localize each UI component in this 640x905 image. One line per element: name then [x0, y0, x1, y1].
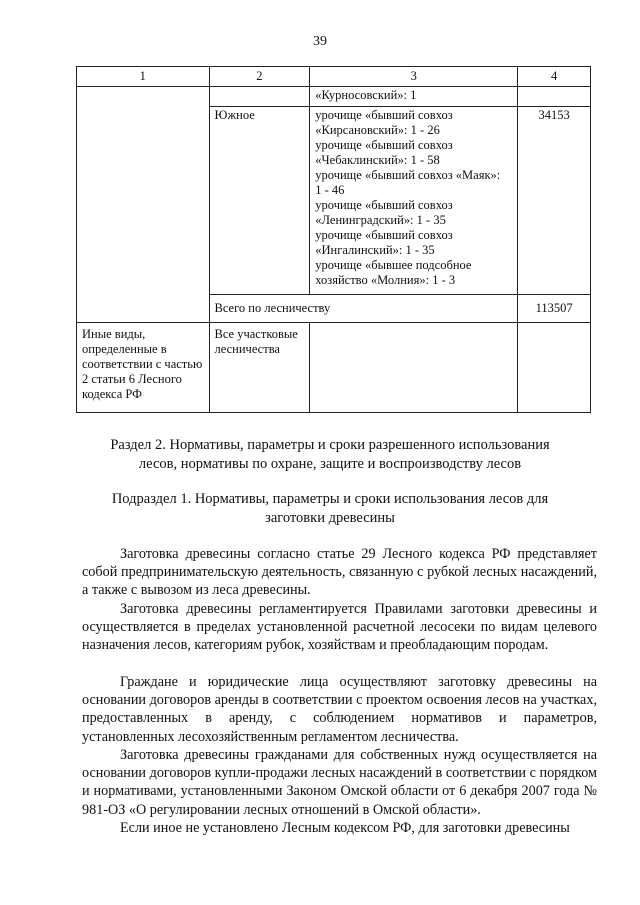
paragraph: Заготовка древесины гражданами для собственных нужд осуществляется на основании договоров купли-продажи лесных насаждений в соответствии с порядком и нормативами, установленными Законом Омской области от 6 декабря 2007 года № 981-ОЗ «О регулировании лесных отношений в Омской области».	[82, 747, 597, 818]
cell-line: кодекса РФ	[82, 387, 142, 401]
tract-line: «Ленинградский»: 1 - 35	[315, 213, 446, 227]
table-cell-empty	[310, 323, 518, 413]
tract-line: «Чебаклинский»: 1 - 58	[315, 153, 440, 167]
cell-line: лесничества	[214, 342, 280, 356]
cell-line: определенные в	[82, 342, 167, 356]
table-cell: «Курносовский»: 1	[310, 87, 518, 107]
tract-line: урочище «бывший совхоз «Маяк»:	[315, 168, 501, 182]
table-cell-other-uses	[77, 323, 210, 413]
table-cell-area: 34153	[518, 107, 591, 295]
paragraph: Заготовка древесины регламентируется Правилами заготовки древесины и осуществляется в пределах установленной расчетной лесосеки по видам целевого назначения лесов, категориям рубок, хозяйствам и преобладающим породам.	[82, 601, 597, 654]
table-row	[77, 323, 591, 413]
cell-line: соответствии с частью	[82, 357, 203, 371]
tract-line: 1 - 46	[315, 183, 345, 197]
tract-line: урочище «бывший совхоз	[315, 228, 453, 242]
paragraph: Если иное не установлено Лесным кодексом РФ, для заготовки древесины	[120, 820, 570, 836]
subsection-title-line: Подраздел 1. Нормативы, параметры и сроки использования лесов для	[111, 491, 549, 507]
paragraph: Граждане и юридические лица осуществляют заготовку древесины на основании договоров аренды в соответствии с проектом освоения лесов на участках, предоставленных в аренду, с соблюдением нормативов и параметров, установленных лесохозяйственным регламентом лесничества.	[82, 674, 597, 745]
table-cell-empty	[518, 87, 591, 107]
section-title-line: лесов, нормативы по охране, защите и воспроизводству лесов	[138, 456, 522, 472]
tract-line: урочище «бывший совхоз	[315, 138, 453, 152]
tract-line: «Кирсановский»: 1 - 26	[315, 123, 440, 137]
header-col-2: 2	[209, 67, 310, 87]
subsection-title-line: заготовки древесины	[265, 510, 395, 526]
tract-line: урочище «бывший совхоз	[315, 198, 453, 212]
forestry-table	[76, 66, 591, 413]
tract-line: урочище «бывший совхоз	[315, 108, 453, 122]
table-cell-empty	[77, 87, 210, 323]
table-row	[77, 87, 591, 107]
table-cell-empty	[518, 323, 591, 413]
cell-line: Все участковые	[214, 327, 298, 341]
table-cell-empty	[209, 87, 310, 107]
subsection-title	[60, 490, 600, 528]
table-header-row	[77, 67, 591, 87]
tract-line: урочище «бывшее подсобное	[315, 258, 472, 272]
table-cell-all-districts	[209, 323, 310, 413]
paragraph: Заготовка древесины согласно статье 29 Лесного кодекса РФ представляет собой предпринимательскую деятельность, связанную с рубкой лесных насаждений, а также с вывозом из леса древесины.	[82, 546, 597, 599]
header-col-4: 4	[518, 67, 591, 87]
section-title	[60, 436, 600, 474]
cell-line: 2 статьи 6 Лесного	[82, 372, 182, 386]
table-cell-district: Южное	[209, 107, 310, 295]
section-title-line: Раздел 2. Нормативы, параметры и сроки разрешенного использования	[110, 437, 550, 453]
header-col-3: 3	[310, 67, 518, 87]
total-label: Всего по лесничеству	[209, 295, 518, 323]
tract-line: хозяйство «Молния»: 1 - 3	[315, 273, 456, 287]
cell-line: Иные виды,	[82, 327, 146, 341]
table-cell-tracts	[310, 107, 518, 295]
total-value: 113507	[518, 295, 591, 323]
page-number: 39	[313, 34, 327, 49]
tract-line: «Ингалинский»: 1 - 35	[315, 243, 435, 257]
header-col-1: 1	[77, 67, 210, 87]
